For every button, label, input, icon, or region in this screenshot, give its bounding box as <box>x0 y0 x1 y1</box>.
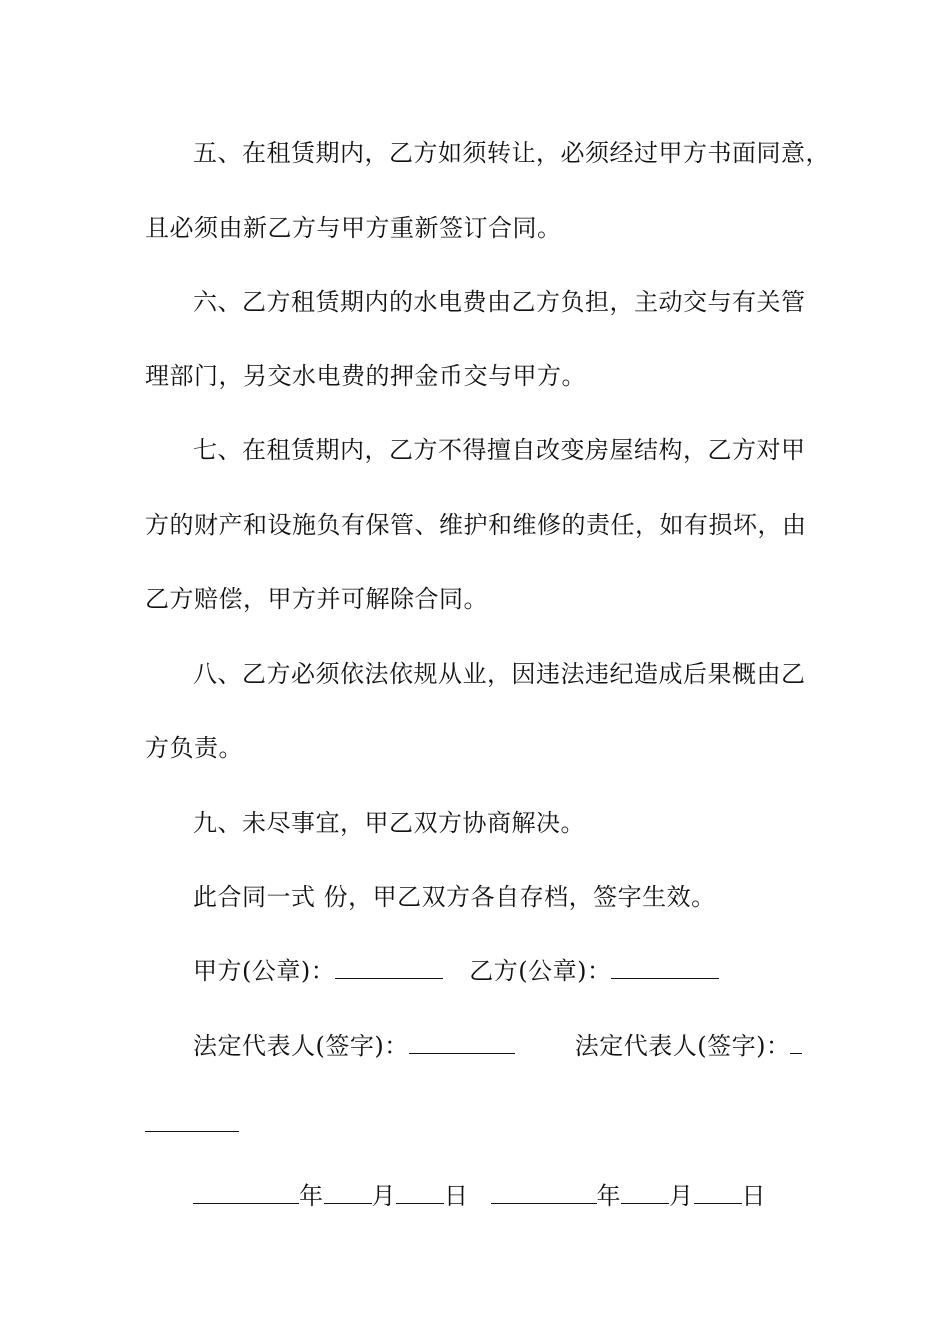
party-a-month-blank <box>324 1177 372 1204</box>
clause-6-line-1: 六、乙方租赁期内的水电费由乙方负担，主动交与有关管 <box>193 288 806 316</box>
party-a-day-label: 日 <box>444 1182 469 1210</box>
clause-6-line-2: 理部门，另交水电费的押金币交与甲方。 <box>145 362 586 390</box>
party-a-rep-label: 法定代表人(签字)： <box>193 1032 409 1060</box>
party-a-seal-label: 甲方(公章)： <box>193 957 336 985</box>
clause-7-line-3: 乙方赔偿，甲方并可解除合同。 <box>145 585 488 613</box>
party-b-year-blank <box>491 1177 597 1204</box>
party-a-seal-blank <box>335 952 443 979</box>
representative-row <box>193 1026 863 1066</box>
party-b-seal-label: 乙方(公章)： <box>469 957 612 985</box>
date-row <box>193 1176 863 1216</box>
party-b-rep-label: 法定代表人(签字)： <box>574 1032 791 1060</box>
party-b-rep-blank-start <box>790 1027 802 1054</box>
party-b-month-label: 月 <box>669 1182 694 1210</box>
clause-7-line-2: 方的财产和设施负有保管、维护和维修的责任，如有损坏，由 <box>145 511 807 539</box>
party-a-year-label: 年 <box>299 1182 324 1210</box>
party-b-day-label: 日 <box>741 1182 766 1210</box>
clause-8-line-1: 八、乙方必须依法依规从业，因违法违纪造成后果概由乙 <box>193 660 806 688</box>
party-b-seal-blank <box>611 952 719 979</box>
party-a-month-label: 月 <box>371 1182 396 1210</box>
party-a-rep-blank <box>409 1027 515 1054</box>
clause-9-line-1: 九、未尽事宜，甲乙双方协商解决。 <box>193 809 585 837</box>
party-b-day-blank <box>694 1177 742 1204</box>
party-b-rep-blank-continued <box>145 1131 239 1132</box>
party-b-month-blank <box>621 1177 669 1204</box>
clause-7-line-1: 七、在租赁期内，乙方不得擅自改变房屋结构，乙方对甲 <box>193 436 806 464</box>
seal-row <box>193 951 863 991</box>
party-b-year-label: 年 <box>596 1182 621 1210</box>
clause-5-line-2: 且必须由新乙方与甲方重新签订合同。 <box>145 214 562 242</box>
copies-statement: 此合同一式 份，甲乙双方各自存档，签字生效。 <box>193 883 716 911</box>
clause-8-line-2: 方负责。 <box>145 734 243 762</box>
party-a-year-blank <box>193 1177 299 1204</box>
party-a-day-blank <box>396 1177 444 1204</box>
clause-5-line-1: 五、在租赁期内，乙方如须转让，必须经过甲方书面同意， <box>193 139 830 167</box>
